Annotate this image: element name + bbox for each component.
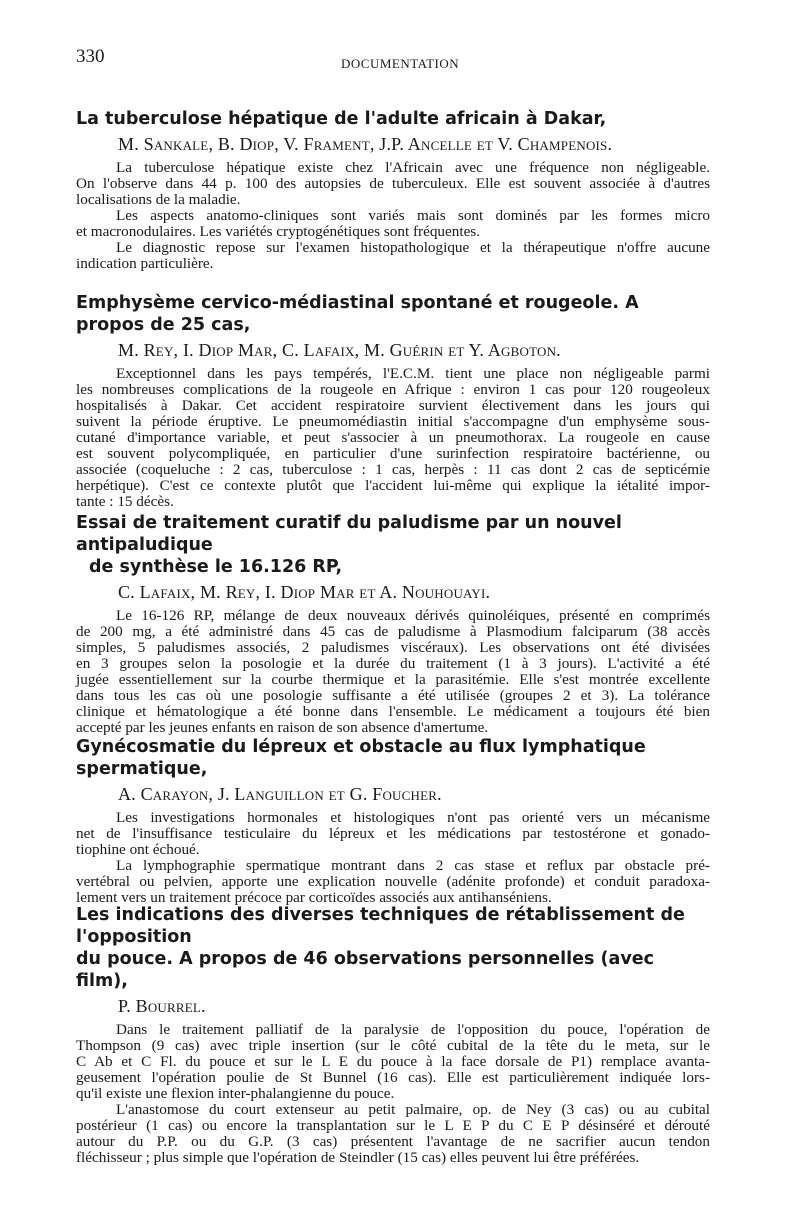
title-line: Essai de traitement curatif du paludisme par un nouvel antipaludique [76,513,622,555]
article-3 [76,512,710,736]
text-line: lement vers un traitement précoce par corticoïdes associés aux antihanséniens. [76,889,552,906]
text-line: cutané d'importance variable, et peut s'associer à un pneumothorax. La rougeole en cause [76,429,710,446]
authors-line: M. Sankale, B. Diop, V. Frament, J.P. Ancelle et V. Champenois. [118,134,613,154]
title-line: La tuberculose hépatique de l'adulte africain à Dakar, [76,109,607,129]
article-authors [118,338,710,362]
text-line: localisations de la maladie. [76,191,241,208]
text-line: net de l'insuffisance testiculaire du lépreux et les médications par testostérone et gonado- [76,825,710,842]
text-line: Les investigations hormonales et histologiques n'ont pas orienté vers un mécanisme [116,809,710,826]
text-line: Le 16-126 RP, mélange de deux nouveaux dérivés quinoléiques, présenté en comprimés [116,607,710,624]
title-line: Gynécosmatie du lépreux et obstacle au flux lymphatique spermatique, [76,737,646,779]
article-body [76,608,710,736]
text-line: autour du P.P. ou du G.P. (3 cas) présentent l'avantage de ne sacrifier aucun tendon [76,1133,710,1150]
text-line: geusement l'opération poulie de St Bunnel (16 cas). Elle est particulièrement indiquée lors- [76,1069,710,1086]
text-line: de 200 mg, a été administré dans 45 cas de paludisme à Plasmodium falciparum (38 accès [76,623,710,640]
text-line: tante : 15 décès. [76,493,174,510]
title-line: Emphysème cervico-médiastinal spontané et rougeole. A propos de 25 cas, [76,293,639,335]
text-line: Thompson (9 cas) avec triple insertion (sur le côté cubital de la tête du le meta, sur le [76,1037,710,1054]
article-title [76,736,710,780]
article-title [76,904,710,992]
authors-line: M. Rey, I. Diop Mar, C. Lafaix, M. Guérin et Y. Agboton. [118,340,561,360]
text-line: dans tous les cas où une posologie suffisante a été utilisée (groupes 2 et 3). La tolérance [76,687,710,704]
text-line: jugée essentiellement sur la courbe thermique et la parasitémie. Elle s'est montrée excellente [76,671,710,688]
page-number: 330 [76,46,105,67]
text-line: simples, 5 paludismes associés, 2 paludismes viscéraux). Les observations ont été divisées [76,639,710,656]
article-authors [118,132,710,156]
article-title [76,108,710,130]
title-line: de synthèse le 16.126 RP, [89,557,343,577]
text-line: hospitalisés à Dakar. Cet accident respiratoire survient électivement dans les jours qui [76,397,710,414]
text-line: postérieur (1 cas) ou encore la transplantation sur le L E P du C E P désinséré et dérouté [76,1117,710,1134]
text-line: Le diagnostic repose sur l'examen histopathologique et la thérapeutique n'offre aucune [116,239,710,256]
text-line: La lymphographie spermatique montrant dans 2 cas stase et reflux par obstacle pré- [116,857,710,874]
text-line: Dans le traitement palliatif de la paralysie de l'opposition du pouce, l'opération de [116,1021,710,1038]
article-body [76,810,710,906]
article-authors [118,994,710,1018]
text-line: vertébral ou pelvien, apporte une explication nouvelle (adénite profonde) et conduit paradoxa- [76,873,710,890]
article-5 [76,904,710,1166]
title-line: Les indications des diverses techniques de rétablissement de l'opposition [76,905,685,947]
article-2 [76,292,710,510]
text-line: L'anastomose du court extenseur au petit palmaire, op. de Ney (3 cas) ou au cubital [116,1101,710,1118]
text-line: La tuberculose hépatique existe chez l'Africain avec une fréquence non négligeable. [116,159,710,176]
authors-line: A. Carayon, J. Languillon et G. Foucher. [118,784,442,804]
text-line: clinique et hématologique a été bonne dans l'ensemble. Le médicament a toujours été bien [76,703,710,720]
article-authors [118,782,710,806]
text-line: tiophine ont échoué. [76,841,200,858]
running-title: DOCUMENTATION [341,56,460,71]
title-line: du pouce. A propos de 46 observations personnelles (avec film), [76,949,654,991]
text-line: fléchisseur ; plus simple que l'opération de Steindler (15 cas) elles peuvent lui être préférées. [76,1149,640,1166]
text-line: Exceptionnel dans les pays tempérés, l'E.C.M. tient une place non négligeable parmi [116,365,710,382]
authors-line: C. Lafaix, M. Rey, I. Diop Mar et A. Nouhouayi. [118,582,491,602]
article-title [76,292,710,336]
text-line: Les aspects anatomo-cliniques sont variés mais sont dominés par les formes micro [116,207,710,224]
text-line: On l'observe dans 44 p. 100 des autopsies de tuberculeux. Elle est souvent associée à d'autres [76,175,710,192]
text-line: est souvent polycompliquée, en particulier d'une surinfection respiratoire bactérienne, ou [76,445,710,462]
article-1 [76,108,710,272]
text-line: les nombreuses complications de la rougeole en Afrique : environ 1 cas pour 120 rougeoleux [76,381,710,398]
text-line: qu'il existe une flexion inter-phalangienne du pouce. [76,1085,395,1102]
article-body [76,160,710,272]
article-body [76,1022,710,1166]
text-line: et macronodulaires. Les variétés cryptogénétiques sont fréquentes. [76,223,481,240]
article-authors [118,580,710,604]
text-line: C Ab et C Fl. du pouce et sur le L E du pouce à la face dorsale de P1) remplace avanta- [76,1053,710,1070]
text-line: accepté par les jeunes enfants en raison de son absence d'amertume. [76,719,489,736]
text-line: suivent la période éruptive. Le pneumomédiastin initial s'accompagne d'un emphysème sous- [76,413,710,430]
article-4 [76,736,710,906]
authors-line: P. Bourrel. [118,996,206,1016]
text-line: en 3 groupes selon la posologie et la durée du traitement (1 à 3 jours). L'activité a été [76,655,710,672]
text-line: associée (coqueluche : 2 cas, tuberculose : 1 cas, herpès : 11 cas dont 2 cas de septicémie [76,461,710,478]
text-line: indication particulière. [76,255,214,272]
text-line: herpétique). C'est ce contexte plutôt que l'accident lui-même qui explique la iétalité impor- [76,477,710,494]
article-title [76,512,710,578]
article-body [76,366,710,510]
